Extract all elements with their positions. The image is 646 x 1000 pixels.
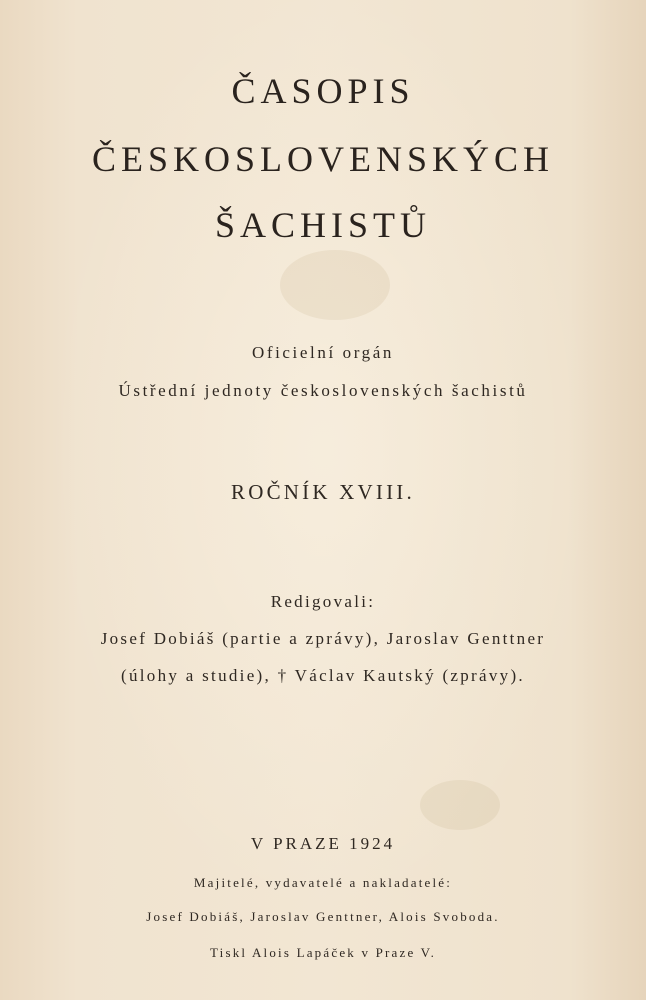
editors-line-1: Josef Dobiáš (partie a zprávy), Jaroslav Genttner — [100, 629, 546, 648]
subtitle-line-1: Oficielní orgán — [251, 343, 395, 362]
printer-line: Tiskl Alois Lapáček v Praze V. — [209, 945, 437, 960]
journal-title-line-3: ŠACHISTŮ — [214, 205, 432, 245]
paper-stain — [280, 250, 390, 320]
volume-number: ROČNÍK XVIII. — [231, 480, 415, 504]
journal-title-line-2: ČESKOSLOVENSKÝCH — [91, 139, 555, 179]
owners-list: Josef Dobiáš, Jaroslav Genttner, Alois Svoboda. — [146, 909, 500, 924]
owners-label: Majitelé, vydavatelé a nakladatelé: — [193, 875, 453, 890]
editors-line-2: (úlohy a studie), † Václav Kautský (zprávy). — [121, 666, 525, 685]
editors-heading: Redigovali: — [270, 592, 376, 611]
place-and-year: V PRAZE 1924 — [250, 834, 396, 853]
paper-stain — [420, 780, 500, 830]
journal-title-line-1: ČASOPIS — [231, 71, 415, 111]
subtitle-line-2: Ústřední jednoty československých šachistů — [118, 381, 528, 400]
